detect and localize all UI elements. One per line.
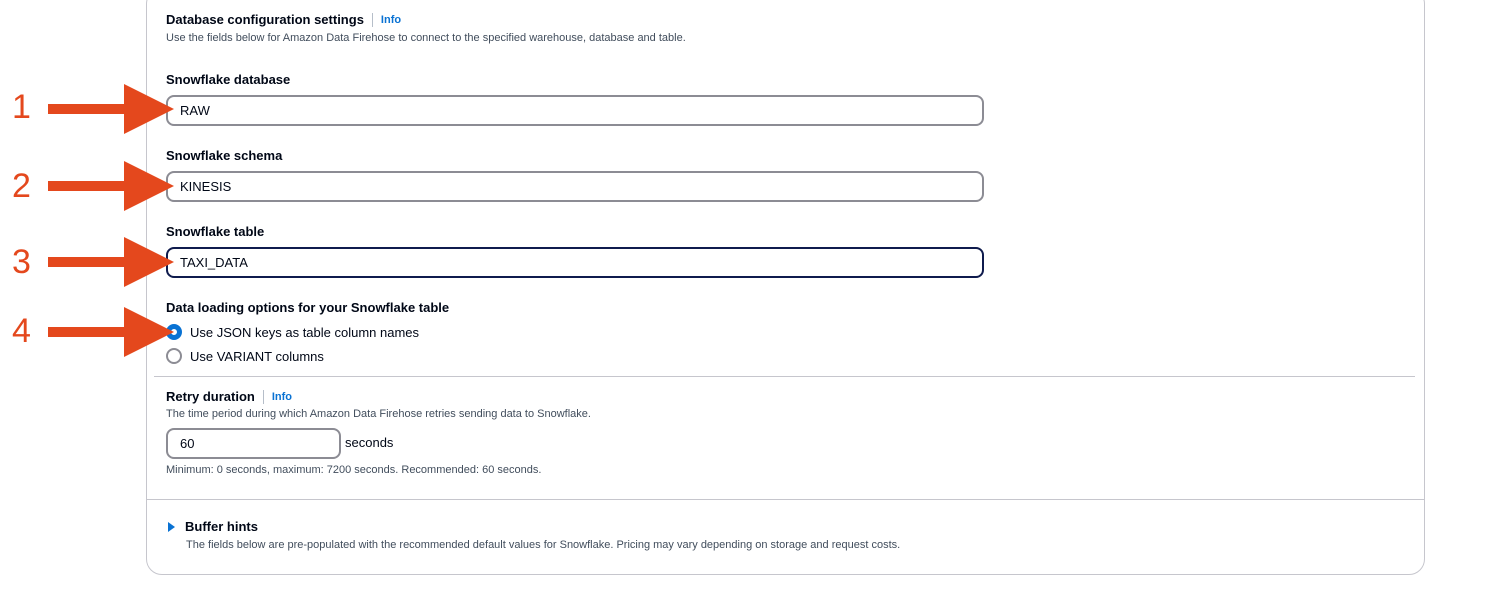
step-arrow-icon bbox=[46, 307, 176, 357]
buffer-hints-description: The fields below are pre-populated with the recommended default values for Snowflake. Pricing may vary depending on storage and request costs. bbox=[186, 539, 901, 551]
section-divider bbox=[154, 376, 1415, 377]
step-arrow-icon bbox=[46, 237, 176, 287]
radio-option-variant[interactable] bbox=[166, 348, 324, 364]
retry-hint: Minimum: 0 seconds, maximum: 7200 seconds. Recommended: 60 seconds. bbox=[166, 464, 542, 476]
schema-input[interactable] bbox=[166, 171, 984, 202]
radio-option-label: Use JSON keys as table column names bbox=[190, 324, 420, 340]
section-description: Use the fields below for Amazon Data Firehose to connect to the specified warehouse, database and table. bbox=[166, 32, 686, 44]
retry-unit-label: seconds bbox=[345, 435, 394, 450]
step-number-2: 2 bbox=[12, 167, 31, 205]
step-number-1: 1 bbox=[12, 88, 31, 126]
database-input[interactable] bbox=[166, 95, 984, 126]
step-arrow-icon bbox=[46, 161, 176, 211]
loading-options-label: Data loading options for your Snowflake table bbox=[166, 300, 450, 315]
section-title: Database configuration settings bbox=[166, 12, 364, 27]
step-arrow-icon bbox=[46, 84, 176, 134]
retry-title: Retry duration bbox=[166, 389, 255, 404]
header-separator bbox=[372, 13, 373, 27]
caret-right-icon[interactable] bbox=[168, 522, 175, 532]
radio-option-label: Use VARIANT columns bbox=[190, 348, 324, 364]
retry-duration-input[interactable] bbox=[166, 428, 341, 459]
settings-panel bbox=[146, 0, 1425, 575]
panel-divider bbox=[147, 499, 1424, 500]
header-separator bbox=[263, 390, 264, 404]
section-info-link[interactable]: Info bbox=[380, 13, 402, 26]
retry-info-link[interactable]: Info bbox=[271, 390, 293, 403]
database-label: Snowflake database bbox=[166, 72, 291, 87]
section-header bbox=[166, 12, 401, 27]
buffer-hints-title[interactable]: Buffer hints bbox=[185, 519, 258, 534]
retry-header bbox=[166, 389, 292, 404]
buffer-hints-expander[interactable] bbox=[168, 519, 258, 534]
schema-label: Snowflake schema bbox=[166, 148, 283, 163]
table-input[interactable] bbox=[166, 247, 984, 278]
step-number-4: 4 bbox=[12, 312, 31, 350]
retry-description: The time period during which Amazon Data Firehose retries sending data to Snowflake. bbox=[166, 408, 591, 420]
radio-option-json-keys[interactable] bbox=[166, 324, 419, 340]
step-number-3: 3 bbox=[12, 243, 31, 281]
table-label: Snowflake table bbox=[166, 224, 265, 239]
